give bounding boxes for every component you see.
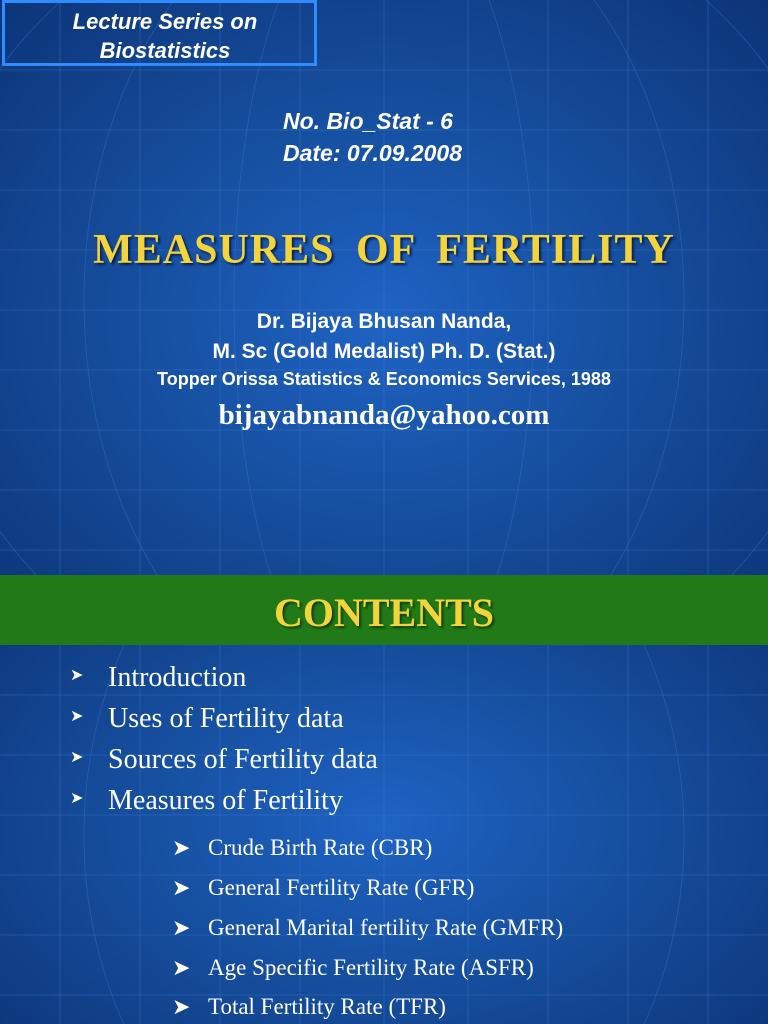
arrow-bullet-icon: ➤ [172, 955, 191, 980]
contents-subitem: ➤ Age Specific Fertility Rate (ASFR) [172, 955, 534, 980]
series-label-box [2, 0, 317, 66]
contents-item: ➤ Introduction [70, 662, 247, 693]
author-name: Dr. Bijaya Bhusan Nanda, [256, 310, 512, 333]
series-label: Lecture Series on Biostatistics [72, 9, 258, 63]
slide-title: MEASURES OF FERTILITY [93, 227, 675, 273]
contents-subitem: ➤ General Marital fertility Rate (GMFR) [172, 915, 564, 940]
contents-item: ➤ Sources of Fertility data [70, 744, 378, 775]
author-degree: M. Sc (Gold Medalist) Ph. D. (Stat.) [212, 340, 556, 363]
contents-subitem: ➤ Total Fertility Rate (TFR) [172, 994, 446, 1019]
author-affiliation: Topper Orissa Statistics & Economics Services, 1988 [157, 369, 611, 389]
arrow-bullet-icon: ➤ [172, 915, 191, 940]
contents-item: ➤ Uses of Fertility data [70, 703, 344, 734]
contents-item: ➤ Measures of Fertility [70, 785, 343, 816]
contents-header-bar [0, 575, 768, 645]
author-email: bijayabnanda@yahoo.com [218, 399, 550, 431]
chevron-bullet-icon: ➤ [70, 790, 84, 807]
lecture-date: Date: 07.09.2008 [283, 140, 463, 166]
arrow-bullet-icon: ➤ [172, 835, 191, 860]
chevron-bullet-icon: ➤ [70, 749, 84, 766]
lecture-number: No. Bio_Stat - 6 [283, 108, 453, 134]
contents-slide [0, 575, 768, 1024]
chevron-bullet-icon: ➤ [70, 667, 84, 684]
contents-subitem: ➤ Crude Birth Rate (CBR) [172, 835, 433, 860]
chevron-bullet-icon: ➤ [70, 708, 84, 725]
contents-subitem: ➤ General Fertility Rate (GFR) [172, 875, 475, 900]
contents-heading: CONTENTS [273, 590, 495, 635]
arrow-bullet-icon: ➤ [172, 994, 191, 1019]
arrow-bullet-icon: ➤ [172, 875, 191, 900]
